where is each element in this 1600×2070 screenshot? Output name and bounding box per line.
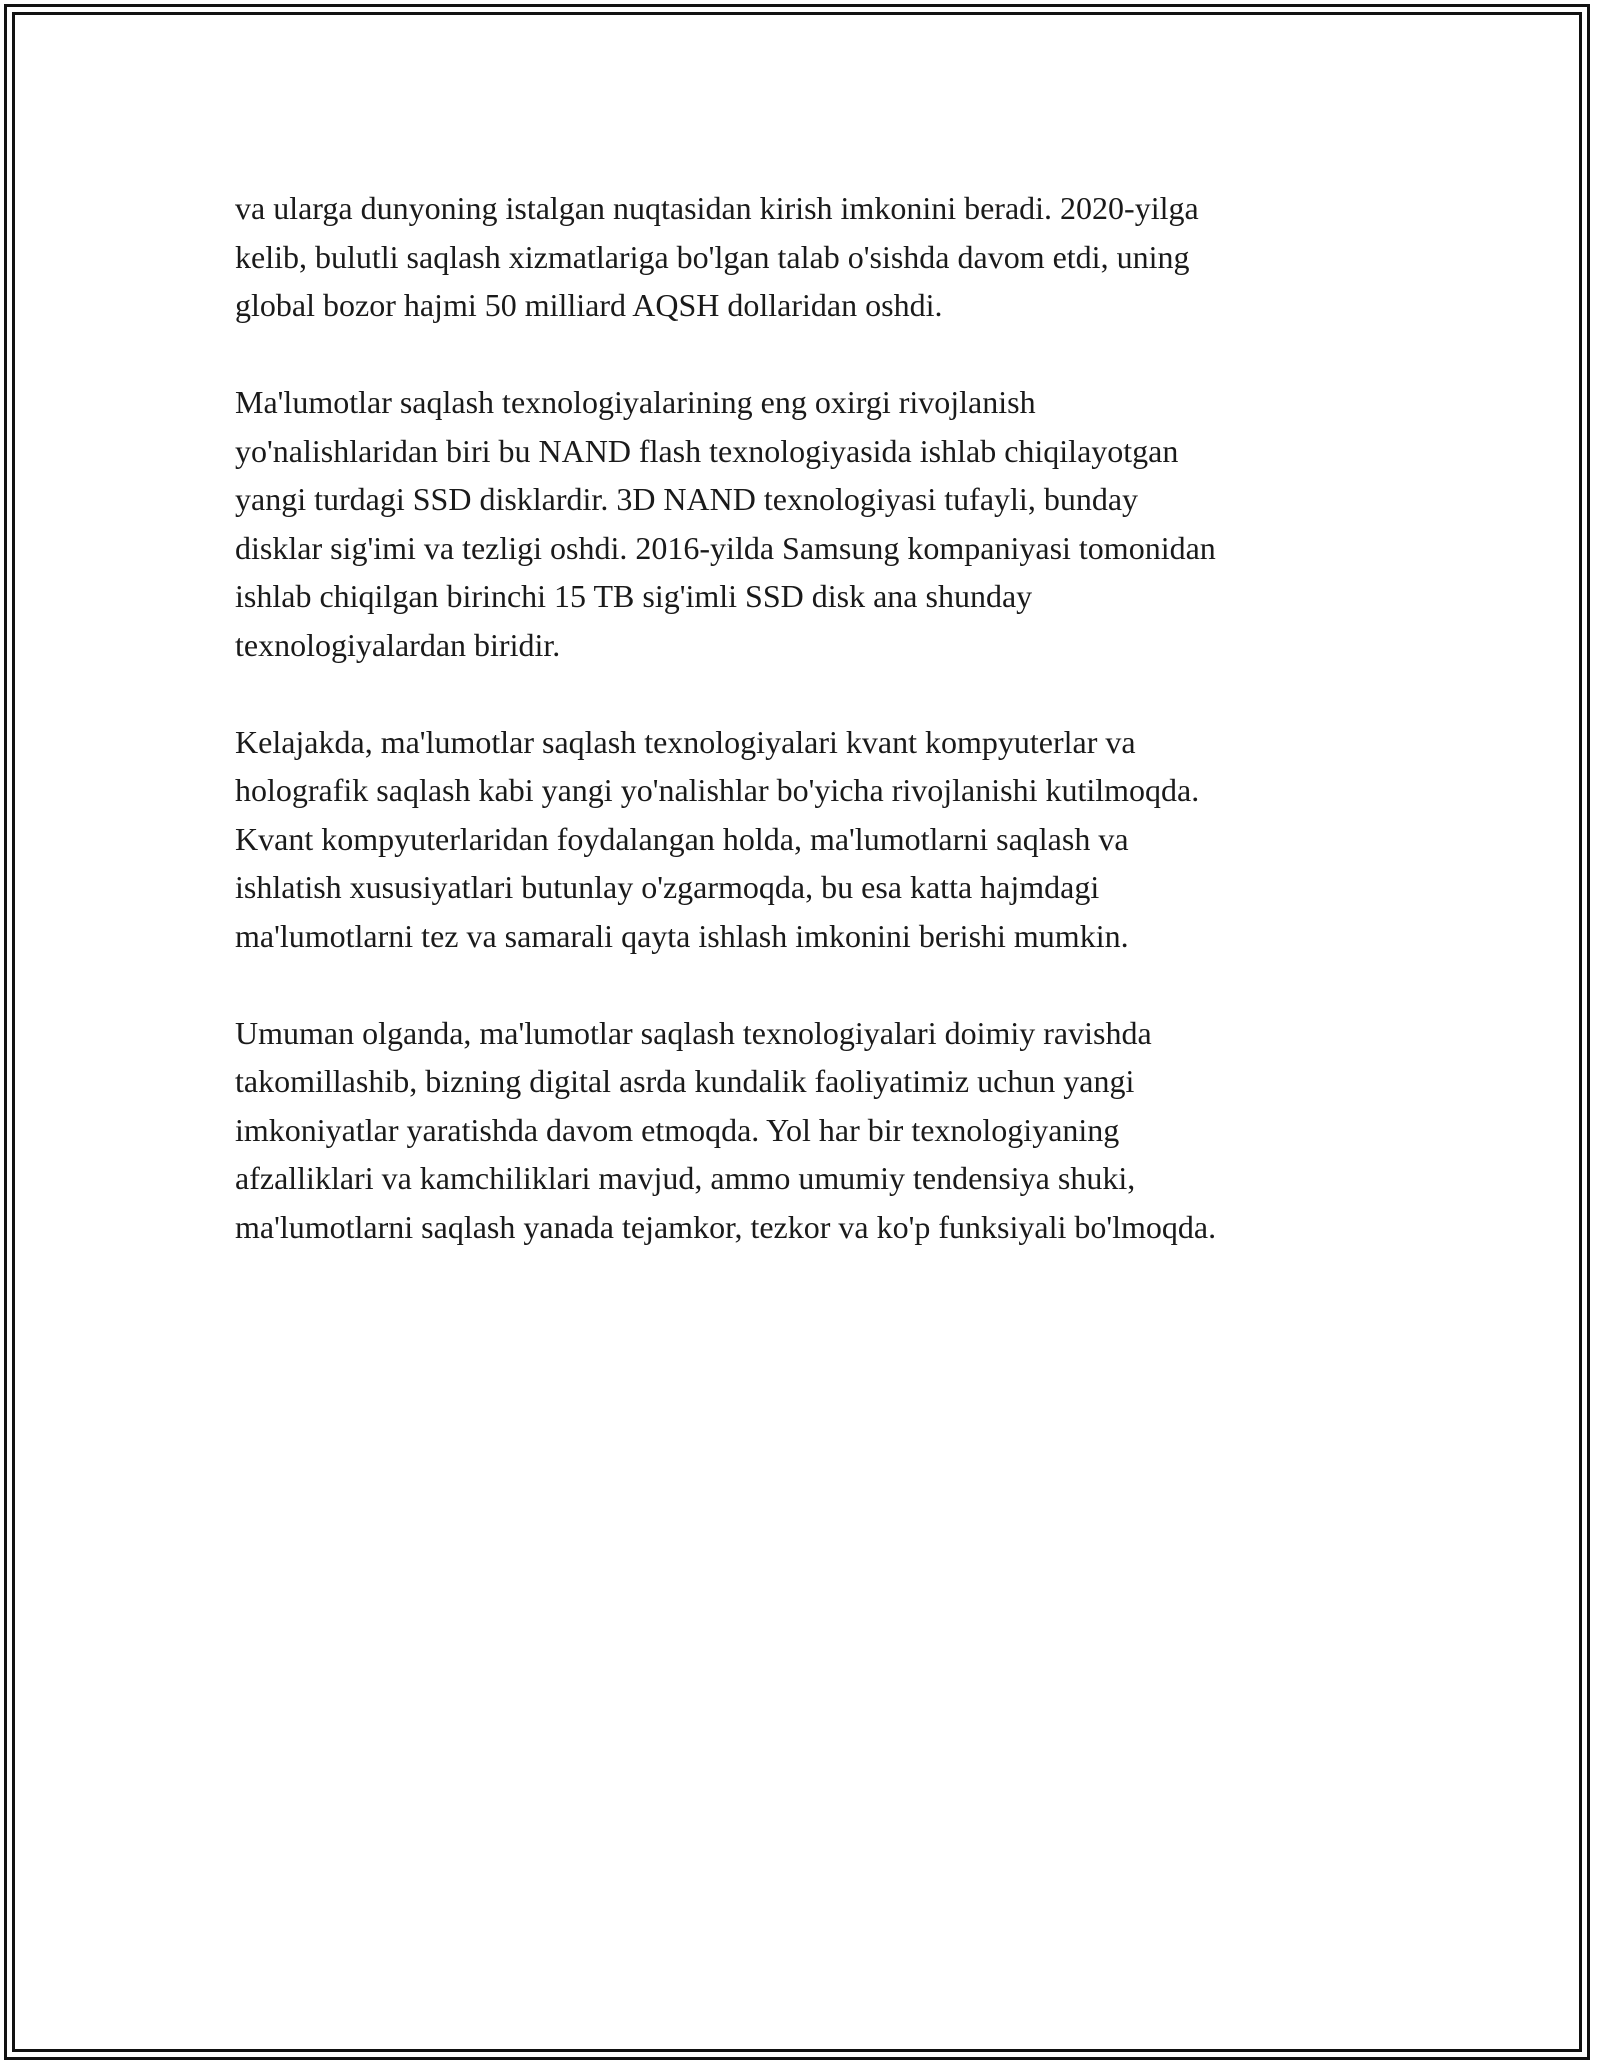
text-line: Kelajakda, ma'lumotlar saqlash texnologiyalari kvant kompyuterlar va xyxy=(235,723,1136,760)
document-body xyxy=(235,184,1375,1300)
paragraph-ssd-nand xyxy=(235,378,1375,669)
text-line: global bozor hajmi 50 milliard AQSH dollaridan oshdi. xyxy=(235,287,943,323)
text-line: kelib, bulutli saqlash xizmatlariga bo'lgan talab o'sishda davom etdi, uning xyxy=(235,238,1190,275)
text-line: ishlatish xususiyatlari butunlay o'zgarmoqda, bu esa katta hajmdagi xyxy=(235,869,1100,905)
text-line: holografik saqlash kabi yangi yo'nalishlar bo'yicha rivojlanishi kutilmoqda. xyxy=(235,772,1200,808)
text-line: Umuman olganda, ma'lumotlar saqlash texnologiyalari doimiy ravishda xyxy=(235,1014,1152,1051)
text-line: yo'nalishlaridan biri bu NAND flash texnologiyasida ishlab chiqilayotgan xyxy=(235,432,1179,469)
paragraph-conclusion xyxy=(235,1009,1375,1252)
text-line: ma'lumotlarni saqlash yanada tejamkor, tezkor va ko'p funksiyali bo'lmoqda. xyxy=(235,1208,1217,1245)
text-line: imkoniyatlar yaratishda davom etmoqda. Yol har bir texnologiyaning xyxy=(235,1111,1120,1148)
text-line: Kvant kompyuterlaridan foydalangan holda, ma'lumotlarni saqlash va xyxy=(235,820,1129,857)
text-line: yangi turdagi SSD disklardir. 3D NAND texnologiyasi tufayli, bunday xyxy=(235,481,1139,517)
text-line: takomillashib, bizning digital asrda kundalik faoliyatimiz uchun yangi xyxy=(235,1063,1135,1099)
text-line: afzalliklari va kamchiliklari mavjud, ammo umumiy tendensiya shuki, xyxy=(235,1160,1136,1196)
text-line: disklar sig'imi va tezligi oshdi. 2016-yilda Samsung kompaniyasi tomonidan xyxy=(235,529,1216,566)
text-line: ma'lumotlarni tez va samarali qayta ishlash imkonini berishi mumkin. xyxy=(235,917,1129,954)
text-line: Ma'lumotlar saqlash texnologiyalarining eng oxirgi rivojlanish xyxy=(235,384,1036,420)
paragraph-future-quantum xyxy=(235,718,1375,961)
paragraph-cloud-storage xyxy=(235,184,1375,330)
text-line: texnologiyalardan biridir. xyxy=(235,626,561,663)
text-line: ishlab chiqilgan birinchi 15 TB sig'imli SSD disk ana shunday xyxy=(235,578,1033,614)
text-line: va ularga dunyoning istalgan nuqtasidan kirish imkonini beradi. 2020-yilga xyxy=(235,190,1199,226)
